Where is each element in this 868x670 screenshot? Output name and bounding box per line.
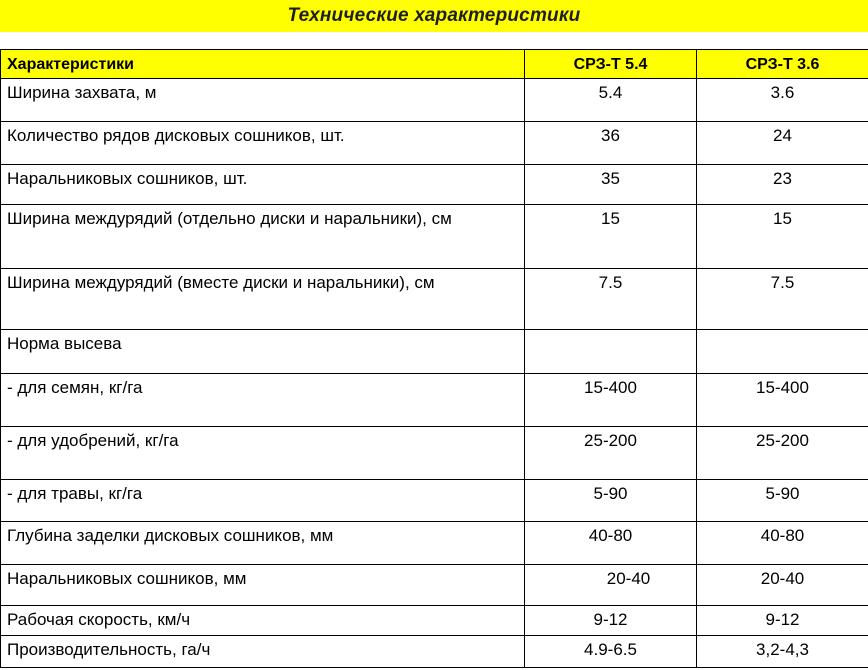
table-row (1, 269, 868, 330)
header-model-1: СРЗ-Т 5.4 (525, 50, 697, 79)
row-value-model-1: 15-400 (525, 374, 697, 427)
row-value-model-2: 3,2-4,3 (697, 636, 868, 668)
row-label: Глубина заделки дисковых сошников, мм (1, 522, 525, 565)
table-row (1, 79, 868, 122)
row-value-model-1: 35 (525, 165, 697, 205)
row-label: Рабочая скорость, км/ч (1, 606, 525, 636)
row-label: Ширина захвата, м (1, 79, 525, 122)
row-value-model-2: 5-90 (697, 480, 868, 522)
row-value-model-2: 40-80 (697, 522, 868, 565)
row-value-model-1: 36 (525, 122, 697, 165)
table-row (1, 522, 868, 565)
row-value-model-2: 23 (697, 165, 868, 205)
row-value-model-1: 9-12 (525, 606, 697, 636)
row-value-model-2: 3.6 (697, 79, 868, 122)
row-value-model-1: 5.4 (525, 79, 697, 122)
table-row (1, 427, 868, 480)
row-value-model-2: 9-12 (697, 606, 868, 636)
row-value-model-1: 5-90 (525, 480, 697, 522)
title-band (0, 0, 868, 32)
row-label: Ширина междурядий (отдельно диски и наральники), см (1, 205, 525, 269)
row-label: Норма высева (1, 330, 525, 374)
row-value-model-2: 25-200 (697, 427, 868, 480)
row-value-model-1: 4.9-6.5 (525, 636, 697, 668)
row-value-model-1: 25-200 (525, 427, 697, 480)
row-value-model-2: 24 (697, 122, 868, 165)
row-value-model-1: 15 (525, 205, 697, 269)
specs-table (0, 49, 868, 668)
table-row (1, 122, 868, 165)
table-row (1, 606, 868, 636)
row-label: - для удобрений, кг/га (1, 427, 525, 480)
header-characteristics: Характеристики (1, 50, 525, 79)
row-label: Наральниковых сошников, мм (1, 565, 525, 606)
row-label: Ширина междурядий (вместе диски и наральники), см (1, 269, 525, 330)
table-row (1, 205, 868, 269)
table-row (1, 636, 868, 668)
page-title: Технические характеристики (287, 5, 581, 26)
row-label: - для травы, кг/га (1, 480, 525, 522)
table-row (1, 480, 868, 522)
table-header-row (1, 50, 868, 79)
table-row (1, 330, 868, 374)
row-label: Наральниковых сошников, шт. (1, 165, 525, 205)
row-value-model-2: 15 (697, 205, 868, 269)
table-row (1, 165, 868, 205)
row-value-model-1: 40-80 (525, 522, 697, 565)
row-label: Производительность, га/ч (1, 636, 525, 668)
row-value-model-2: 15-400 (697, 374, 868, 427)
row-value-model-1 (525, 330, 697, 374)
row-value-model-1: 7.5 (525, 269, 697, 330)
table-row (1, 565, 868, 606)
row-label: - для семян, кг/га (1, 374, 525, 427)
row-value-model-2: 7.5 (697, 269, 868, 330)
header-model-2: СРЗ-Т 3.6 (697, 50, 868, 79)
row-value-model-2 (697, 330, 868, 374)
row-value-model-2: 20-40 (697, 565, 868, 606)
row-value-model-1: 20-40 (525, 565, 697, 606)
row-label: Количество рядов дисковых сошников, шт. (1, 122, 525, 165)
table-row (1, 374, 868, 427)
